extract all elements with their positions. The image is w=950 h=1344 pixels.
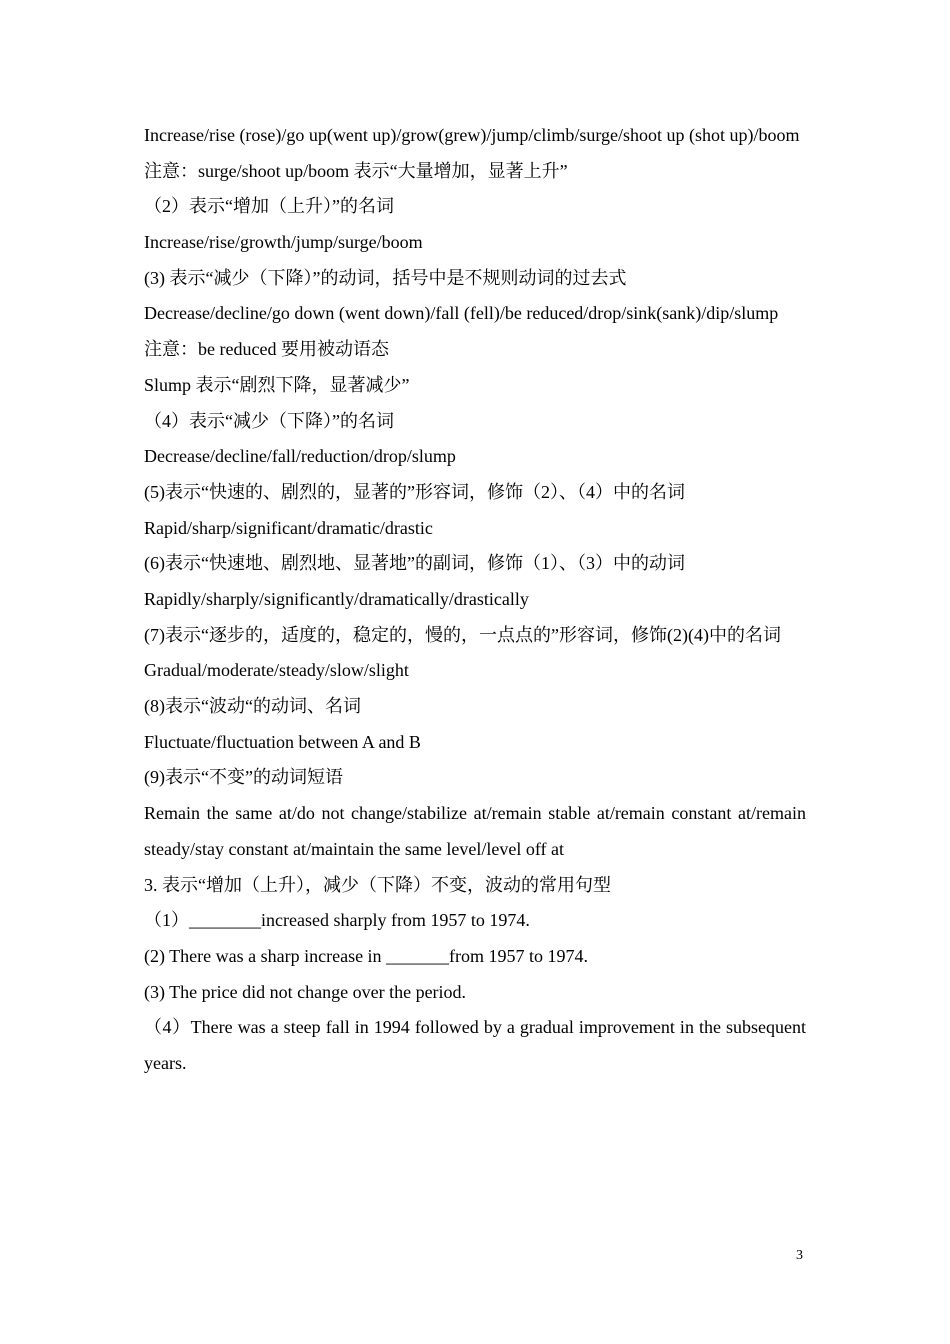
section-3-heading: 3. 表示“增加（上升），减少（下降）不变，波动的常用句型 bbox=[144, 874, 611, 895]
example-sentence-1: （1）________increased sharply from 1957 to 1974. bbox=[144, 910, 530, 931]
heading-3-decrease-verbs: (3) 表示“减少（下降）”的动词，括号中是不规则动词的过去式 bbox=[144, 267, 627, 288]
verb-list-increase: Increase/rise (rose)/go up(went up)/grow(grew)/jump/climb/surge/shoot up (shot up)/boom bbox=[144, 125, 800, 145]
page-number: 3 bbox=[796, 1248, 803, 1263]
heading-5-adjectives: (5)表示“快速的、剧烈的，显著的”形容词，修饰（2）、（4）中的名词 bbox=[144, 481, 685, 502]
noun-list-decrease: Decrease/decline/fall/reduction/drop/slump bbox=[144, 446, 456, 467]
heading-2-increase-nouns: （2）表示“增加（上升）”的名词 bbox=[144, 196, 394, 217]
example-sentence-3: (3) The price did not change over the period. bbox=[144, 981, 467, 1002]
example-sentence-4: （4）There was a steep fall in 1994 followed by a gradual improvement in the subsequent years. bbox=[144, 1017, 806, 1073]
adjective-list-gradual: Gradual/moderate/steady/slow/slight bbox=[144, 660, 409, 681]
heading-4-decrease-nouns: （4）表示“减少（下降）”的名词 bbox=[144, 410, 394, 431]
adjective-list-rapid: Rapid/sharp/significant/dramatic/drastic bbox=[144, 517, 433, 538]
note-surge: 注意：surge/shoot up/boom 表示“大量增加，显著上升” bbox=[144, 160, 568, 181]
heading-6-adverbs: (6)表示“快速地、剧烈地、显著地”的副词，修饰（1）、（3）中的动词 bbox=[144, 553, 685, 574]
fluctuate-phrase: Fluctuate/fluctuation between A and B bbox=[144, 731, 421, 752]
heading-8-fluctuate: (8)表示“波动“的动词、名词 bbox=[144, 696, 361, 717]
no-change-phrase-list: Remain the same at/do not change/stabilize at/remain stable at/remain constant at/remain steady/stay constant at/maintain the same level/level off at bbox=[144, 803, 806, 859]
note-slump: Slump 表示“剧烈下降，显著减少” bbox=[144, 374, 410, 395]
note-be-reduced: 注意：be reduced 要用被动语态 bbox=[144, 339, 389, 360]
heading-9-no-change: (9)表示“不变”的动词短语 bbox=[144, 767, 343, 788]
adverb-list-rapid: Rapidly/sharply/significantly/dramatically/drastically bbox=[144, 588, 529, 609]
verb-list-decrease: Decrease/decline/go down (went down)/fall (fell)/be reduced/drop/sink(sank)/dip/slump bbox=[144, 303, 779, 324]
heading-7-gradual-adjectives: (7)表示“逐步的，适度的，稳定的，慢的，一点点的”形容词，修饰(2)(4)中的名词 bbox=[144, 624, 781, 645]
example-sentence-2: (2) There was a sharp increase in _______from 1957 to 1974. bbox=[144, 945, 589, 966]
page-body bbox=[144, 118, 806, 1082]
noun-list-increase: Increase/rise/growth/jump/surge/boom bbox=[144, 232, 423, 253]
